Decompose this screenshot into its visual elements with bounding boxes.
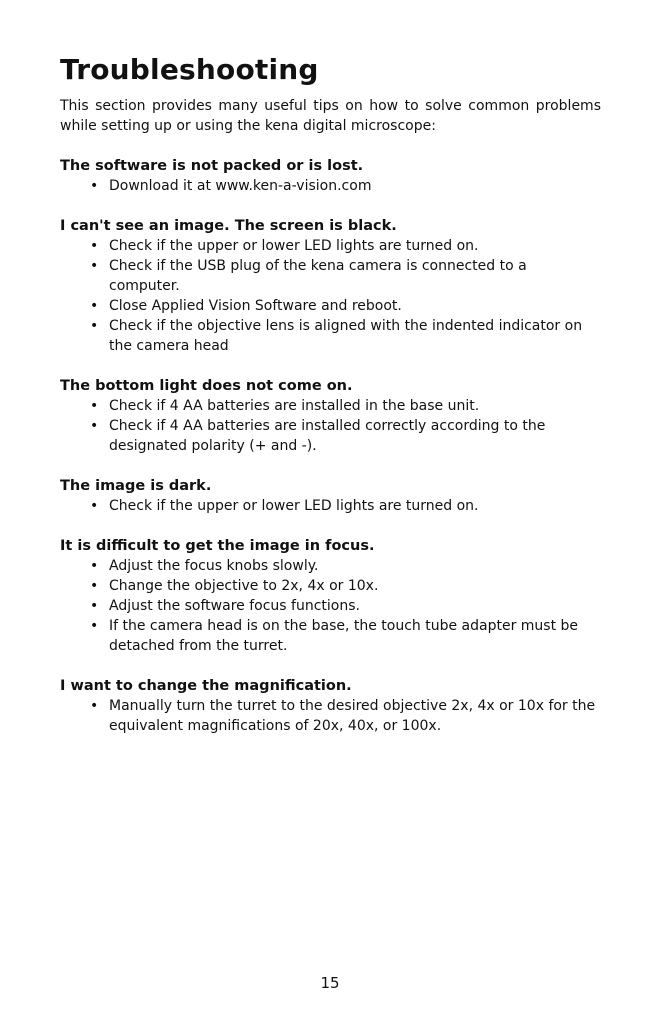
page-number: 15 bbox=[320, 974, 340, 992]
list-item-text: If the camera head is on the base, the touch tube adapter must be detached from the turret. bbox=[109, 618, 579, 654]
bullet-list bbox=[60, 176, 601, 196]
bullet-icon: • bbox=[90, 298, 99, 314]
section-heading: The image is dark. bbox=[60, 478, 212, 494]
section-heading: The bottom light does not come on. bbox=[60, 378, 353, 394]
list-item bbox=[90, 576, 601, 596]
list-item-text: Check if the objective lens is aligned with the indented indicator on the camera head bbox=[109, 318, 583, 354]
list-item bbox=[90, 616, 601, 656]
list-item-text: Change the objective to 2x, 4x or 10x. bbox=[109, 578, 379, 594]
bullet-list bbox=[60, 496, 601, 516]
list-item-text: Check if 4 AA batteries are installed in the base unit. bbox=[109, 398, 480, 414]
list-item-text: Adjust the focus knobs slowly. bbox=[109, 558, 319, 574]
bullet-list bbox=[60, 556, 601, 656]
list-item-text: Adjust the software focus functions. bbox=[109, 598, 360, 614]
bullet-icon: • bbox=[90, 238, 99, 254]
list-item bbox=[90, 176, 601, 196]
list-item-text: Check if the USB plug of the kena camera is connected to a computer. bbox=[109, 258, 527, 294]
troubleshooting-section bbox=[60, 536, 601, 656]
page-title: Troubleshooting bbox=[60, 53, 319, 86]
list-item-text: Manually turn the turret to the desired objective 2x, 4x or 10x for the equivalent magnifications of 20x, 40x, or 100x. bbox=[109, 698, 596, 734]
intro-paragraph: This section provides many useful tips on how to solve common problems while setting up or using the kena digital microscope: bbox=[60, 98, 601, 134]
bullet-icon: • bbox=[90, 618, 99, 634]
section-heading: I can't see an image. The screen is black. bbox=[60, 218, 397, 234]
bullet-list bbox=[60, 236, 601, 356]
list-item-text: Download it at www.ken-a-vision.com bbox=[109, 178, 372, 194]
bullet-icon: • bbox=[90, 398, 99, 414]
bullet-icon: • bbox=[90, 558, 99, 574]
list-item bbox=[90, 416, 601, 456]
bullet-icon: • bbox=[90, 498, 99, 514]
troubleshooting-section bbox=[60, 156, 601, 196]
list-item-text: Check if the upper or lower LED lights are turned on. bbox=[109, 238, 479, 254]
troubleshooting-section bbox=[60, 676, 601, 736]
list-item-text: Check if the upper or lower LED lights are turned on. bbox=[109, 498, 479, 514]
list-item-text: Close Applied Vision Software and reboot. bbox=[109, 298, 402, 314]
list-item-text: Check if 4 AA batteries are installed correctly according to the designated polarity (+ and -). bbox=[109, 418, 546, 454]
bullet-icon: • bbox=[90, 258, 99, 274]
bullet-icon: • bbox=[90, 598, 99, 614]
list-item bbox=[90, 556, 601, 576]
list-item bbox=[90, 296, 601, 316]
bullet-list bbox=[60, 396, 601, 456]
list-item bbox=[90, 496, 601, 516]
section-heading: It is difficult to get the image in focus. bbox=[60, 538, 375, 554]
bullet-icon: • bbox=[90, 318, 99, 334]
bullet-icon: • bbox=[90, 178, 99, 194]
troubleshooting-section bbox=[60, 476, 601, 516]
bullet-icon: • bbox=[90, 578, 99, 594]
bullet-list bbox=[60, 696, 601, 736]
section-heading: The software is not packed or is lost. bbox=[60, 158, 364, 174]
document-page bbox=[60, 52, 601, 756]
bullet-icon: • bbox=[90, 698, 99, 714]
list-item bbox=[90, 236, 601, 256]
list-item bbox=[90, 696, 601, 736]
troubleshooting-section bbox=[60, 216, 601, 356]
list-item bbox=[90, 256, 601, 296]
list-item bbox=[90, 316, 601, 356]
troubleshooting-section bbox=[60, 376, 601, 456]
list-item bbox=[90, 596, 601, 616]
bullet-icon: • bbox=[90, 418, 99, 434]
list-item bbox=[90, 396, 601, 416]
section-heading: I want to change the magnification. bbox=[60, 678, 352, 694]
